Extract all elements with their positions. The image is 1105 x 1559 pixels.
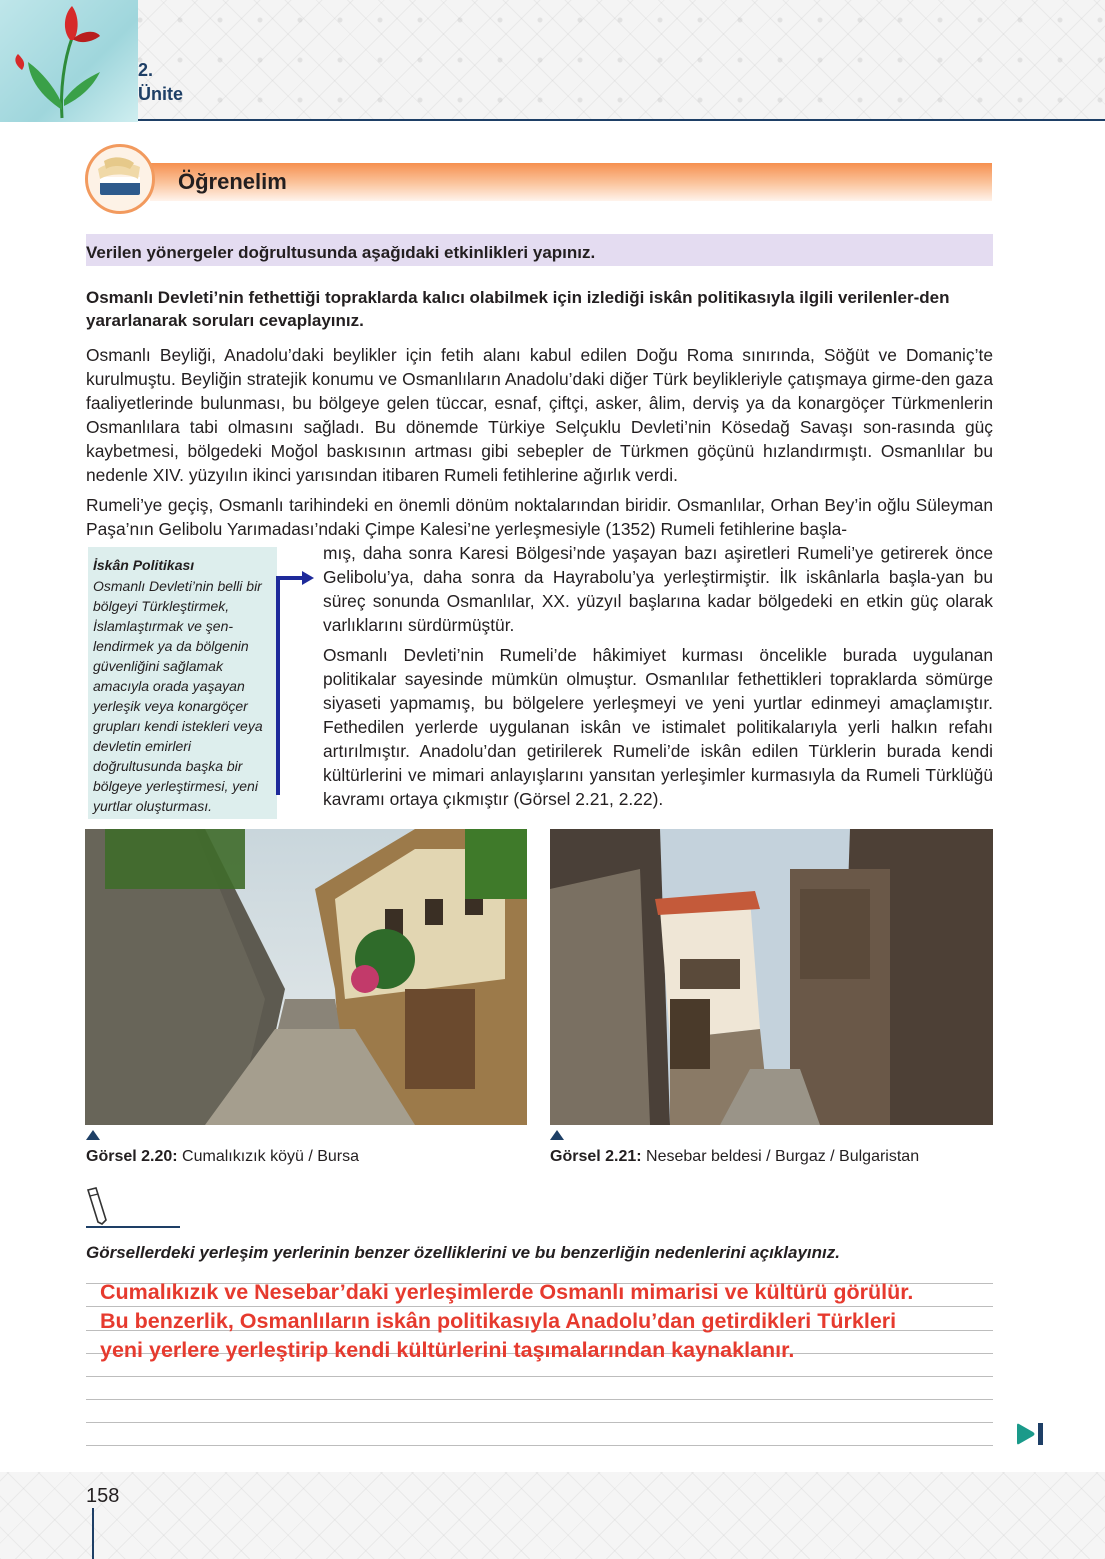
answer-text [100, 1278, 993, 1365]
photo-cumalikizik [85, 829, 527, 1125]
page-number: 158 [86, 1485, 120, 1507]
figure-caption-1 [86, 1148, 359, 1166]
section-title: Öğrenelim [178, 169, 287, 194]
figure-caption-text-2: Nesebar beldesi / Burgaz / Bulgaristan [641, 1148, 920, 1165]
question-text: Görsellerdeki yerleşim yerlerinin benzer özelliklerini ve bu benzerliğin nedenlerini açıklayınız. [86, 1243, 840, 1262]
figure-label-1: Görsel 2.20: [86, 1148, 178, 1165]
header-corner [0, 0, 138, 122]
footer-pattern [0, 1472, 1105, 1559]
section-icon-circle [85, 144, 155, 214]
pencil-icon [84, 1186, 110, 1226]
writing-line [86, 1399, 993, 1400]
unit-number: 2. [138, 60, 154, 80]
next-page-icon[interactable] [1015, 1422, 1045, 1446]
caption-marker-1 [86, 1130, 100, 1140]
task-text: Osmanlı Devleti’nin fethettiği topraklarda kalıcı olabilmek için izlediği iskân politikasıyla ilgili verilenler-den yararlanarak soruları cevaplayınız. [86, 288, 950, 330]
writing-line [86, 1422, 993, 1423]
figure-caption-2 [550, 1148, 919, 1166]
pencil-underline [86, 1226, 180, 1228]
glossary-arrow [274, 570, 316, 800]
tulip-icon [0, 0, 138, 122]
paragraph-4: Osmanlı Devleti’nin Rumeli’de hâkimiyet kurması öncelikle burada uygulanan politikalar sayesinde mümkün olmuştur. Osmanlılar fethettikleri topraklarda sömürge siyaseti yapmamış, bu bölgelere yerleşmeyi ve yeni yurtlar edinmeyi amaçlamıştır. Fethedilen yerlerde uygulanan iskân ve istimalet politikalarıyla yerli halkın refahı artırılmıştır. Anadolu’dan getirilerek Rumeli’de iskân edilen Türklerin burada kendi kültürlerini ve mimari anlayışlarını yansıtan yerleşimler kurmasıyla da Rumeli Türklüğü kavramı ortaya çıkmıştır (Görsel 2.21, 2.22). [323, 645, 993, 809]
answer-line-2: Bu benzerlik, Osmanlıların iskân politikasıyla Anadolu’dan getirdikleri Türkleri [100, 1309, 897, 1333]
figure-label-2: Görsel 2.21: [550, 1148, 642, 1165]
figure-caption-text-1: Cumalıkızık köyü / Bursa [177, 1148, 359, 1165]
paragraph-2: Rumeli’ye geçiş, Osmanlı tarihindeki en önemli dönüm noktalarından biridir. Osmanlılar, Orhan Bey’in oğlu Süleyman Paşa’nın Gelibolu Yarımadası’ndaki Çimpe Kalesi’ne yerleşmesiyle (1352) Rumeli fetihlerine başla- [86, 495, 993, 539]
glossary-title: İskân Politikası [93, 557, 195, 573]
paragraph-3: mış, daha sonra Karesi Bölgesi’nde yaşayan bazı aşiretleri Rumeli’ye getirerek önce Gelibolu’ya, daha sonra da Hayrabolu’ya yerleştirmiştir. İlk iskânlarla başla-yan bu süreç sonunda Osmanlılar, XX. yüzyıl başlarına kadar bölgedeki en etkin güç olarak varlıklarını sürdürmüştür. [323, 543, 993, 635]
photo-nesebar [550, 829, 993, 1125]
scroll-icon [88, 147, 152, 211]
writing-line [86, 1376, 993, 1377]
answer-line-3: yeni yerlere yerleştirip kendi kültürlerini taşımalarından kaynaklanır. [100, 1338, 795, 1362]
instruction-text: Verilen yönergeler doğrultusunda aşağıdaki etkinlikleri yapınız. [86, 243, 596, 262]
footer-rule [92, 1508, 94, 1559]
answer-line-1: Cumalıkızık ve Nesebar’daki yerleşimlerde Osmanlı mimarisi ve kültürü görülür. [100, 1280, 914, 1304]
unit-label: Ünite [138, 84, 183, 104]
glossary-text: Osmanlı Devleti’nin belli bir bölgeyi Türkleştirmek, İslamlaştırmak ve şen-lendirmek ya da bölgenin güvenliğini sağlamak amacıyla orada yaşayan yerleşik veya konargöçer grupları kendi istekleri veya devletin emirleri doğrultusunda başka bir bölgeye yerleştirmesi, yeni yurtlar oluşturması. [93, 578, 263, 814]
caption-marker-2 [550, 1130, 564, 1140]
writing-line [86, 1445, 993, 1446]
header-rule [138, 119, 1105, 121]
paragraph-1: Osmanlı Beyliği, Anadolu’daki beylikler için fetih alanı kabul edilen Doğu Roma sınırında, Söğüt ve Domaniç’te kurulmuştu. Beyliğin stratejik konumu ve Osmanlıların Anadolu’daki diğer Türk beylikleriyle çatışmaya girme-den gaza faaliyetlerinde bulunması, bu bölgeye gelen tüccar, esnaf, çiftçi, asker, âlim, derviş ya da konargöçer Türkmenlerin Osmanlılara tabi olmasını sağladı. Bu dönemde Türkiye Selçuklu Devleti’nin Kösedağ Savaşı son-rasında güç kaybetmesi, bölgedeki Moğol baskısının artması gibi sebepler de Türkmen göçünü hızlandırmıştı. Osmanlılar bu nedenle XIV. yüzyılın ikinci yarısından itibaren Rumeli fetihlerine ağırlık verdi. [86, 345, 993, 485]
